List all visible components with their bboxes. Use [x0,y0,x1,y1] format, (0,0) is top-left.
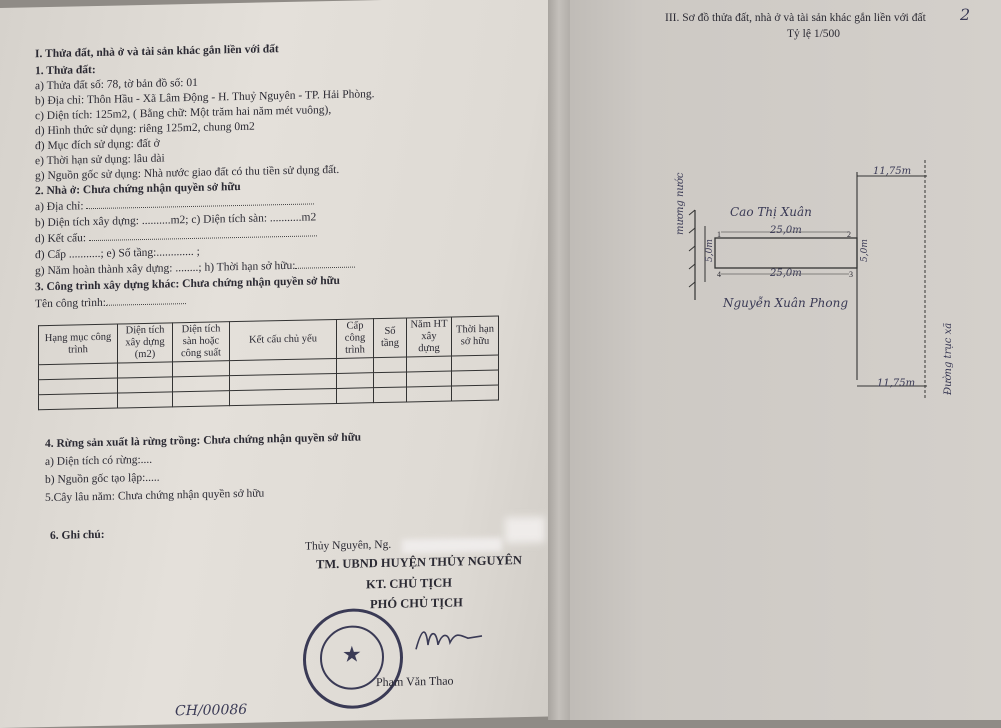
works-name [35,294,186,311]
hatch [689,246,695,251]
house-heading: 2. Nhà ở: Chưa chứng nhận quyền sở hữu [35,180,241,198]
land-plot-heading: 1. Thửa đất: [35,63,96,78]
authority-name: TM. UBND HUYỆN THỦY NGUYÊN [316,553,522,572]
diagram-title: III. Sơ đồ thửa đất, nhà ở và tài sản khác gắn liền với đất [665,12,926,24]
page-number-mark: 2 [960,5,971,24]
structure-label: d) Kết cấu: [35,232,87,246]
hatch [689,228,695,233]
plot-number: a) Thửa đất số: 78, tờ bản đồ số: 01 [35,76,198,93]
corner-label: 3 [849,270,853,279]
plot-boundary [715,238,857,268]
notes-heading: 6. Ghi chú: [50,528,105,542]
table-header: Hạng mục công trình [39,324,118,365]
other-works-heading: 3. Công trình xây dựng khác: Chưa chứng nhận quyền sở hữu [35,274,340,294]
table-header: Số tầng [374,318,407,358]
diagram-scale: Tỷ lệ 1/500 [787,28,841,40]
land-plot-diagram [555,0,1001,720]
star-icon: ★ [342,641,362,667]
west-neighbour: mương nước [675,172,686,235]
table-header: Thời hạn sở hữu [452,316,499,356]
sign-place-date: Thủy Nguyên, Ng. [305,538,392,553]
house-area: b) Diện tích xây dựng: ..........m2; c) Diện tích sàn: ...........m2 [35,211,317,230]
section-1-title: I. Thửa đất, nhà ở và tài sản khác gắn liền với đất [35,43,279,61]
official-seal [303,608,403,710]
serial-number: CH/00086 [175,701,248,720]
corner-label: 4 [717,270,721,279]
south-neighbour: Nguyễn Xuân Phong [723,296,849,310]
forest-heading: 4. Rừng sản xuất là rừng trồng: Chưa chứng nhận quyền sở hữu [45,431,361,451]
plot-area: c) Diện tích: 125m2, ( Bằng chữ: Một trăm hai năm mét vuông), [35,104,332,123]
signer-name: Phạm Văn Thao [376,673,454,690]
forest-area: a) Diện tích có rừng:.... [45,453,153,469]
table-header: Cấp công trình [337,319,374,359]
table-header: Diện tích xây dựng (m2) [118,323,173,363]
corner-label: 2 [847,230,851,239]
table-header: Năm HT xây dựng [407,317,452,357]
table-header: Kết cấu chủ yếu [230,319,337,360]
road-width-top: 11,75m [873,166,912,177]
blank-line [295,267,355,269]
dimension-top: 25,0m [770,225,802,236]
completion-label: g) Năm hoàn thành xây dựng: ........; h) Thời hạn sở hữu: [35,259,296,278]
table-header: Diện tích sàn hoặc công suất [173,322,230,362]
dimension-bottom: 25,0m [770,268,802,279]
hatch [689,282,695,287]
road-width-bottom: 11,75m [877,378,916,389]
hatch [689,210,695,215]
works-table [38,316,499,411]
forest-origin: b) Nguồn gốc tạo lập:..... [45,471,160,487]
hatch [689,264,695,269]
north-neighbour: Cao Thị Xuân [730,205,812,219]
house-grade: đ) Cấp ...........; e) Số tầng:............. ; [35,245,200,262]
perennial-trees: 5.Cây lâu năm: Chưa chứng nhận quyền sở hữu [45,487,265,505]
certificate-right-page [555,0,1001,720]
east-road: Đường trục xã [943,322,954,395]
corner-label: 1 [717,230,721,239]
authority-title-2: PHÓ CHỦ TỊCH [370,595,463,612]
works-name-label: Tên công trình: [35,296,106,311]
house-address-label: a) Địa chỉ: [35,200,84,214]
redacted-mark [505,517,545,544]
blank-line [89,235,317,241]
usage-term: e) Thời hạn sử dụng: lâu dài [35,152,165,168]
signature [412,620,492,662]
dimension-left: 5,0m [705,239,715,262]
authority-title-1: KT. CHỦ TỊCH [366,575,453,592]
usage-purpose: đ) Mục đích sử dụng: đất ở [35,137,160,153]
blank-line [86,203,314,209]
dimension-right: 5,0m [860,239,870,262]
usage-origin: g) Nguồn gốc sử dụng: Nhà nước giao đất có thu tiền sử dụng đất. [35,163,340,183]
page-fold [548,0,570,720]
plot-address: b) Địa chỉ: Thôn Hầu - Xã Lâm Động - H. Thuỷ Nguyên - TP. Hải Phòng. [35,88,375,108]
blank-line [106,303,186,306]
redacted-date [402,537,502,553]
usage-form: d) Hình thức sử dụng: riêng 125m2, chung 0m2 [35,120,255,138]
